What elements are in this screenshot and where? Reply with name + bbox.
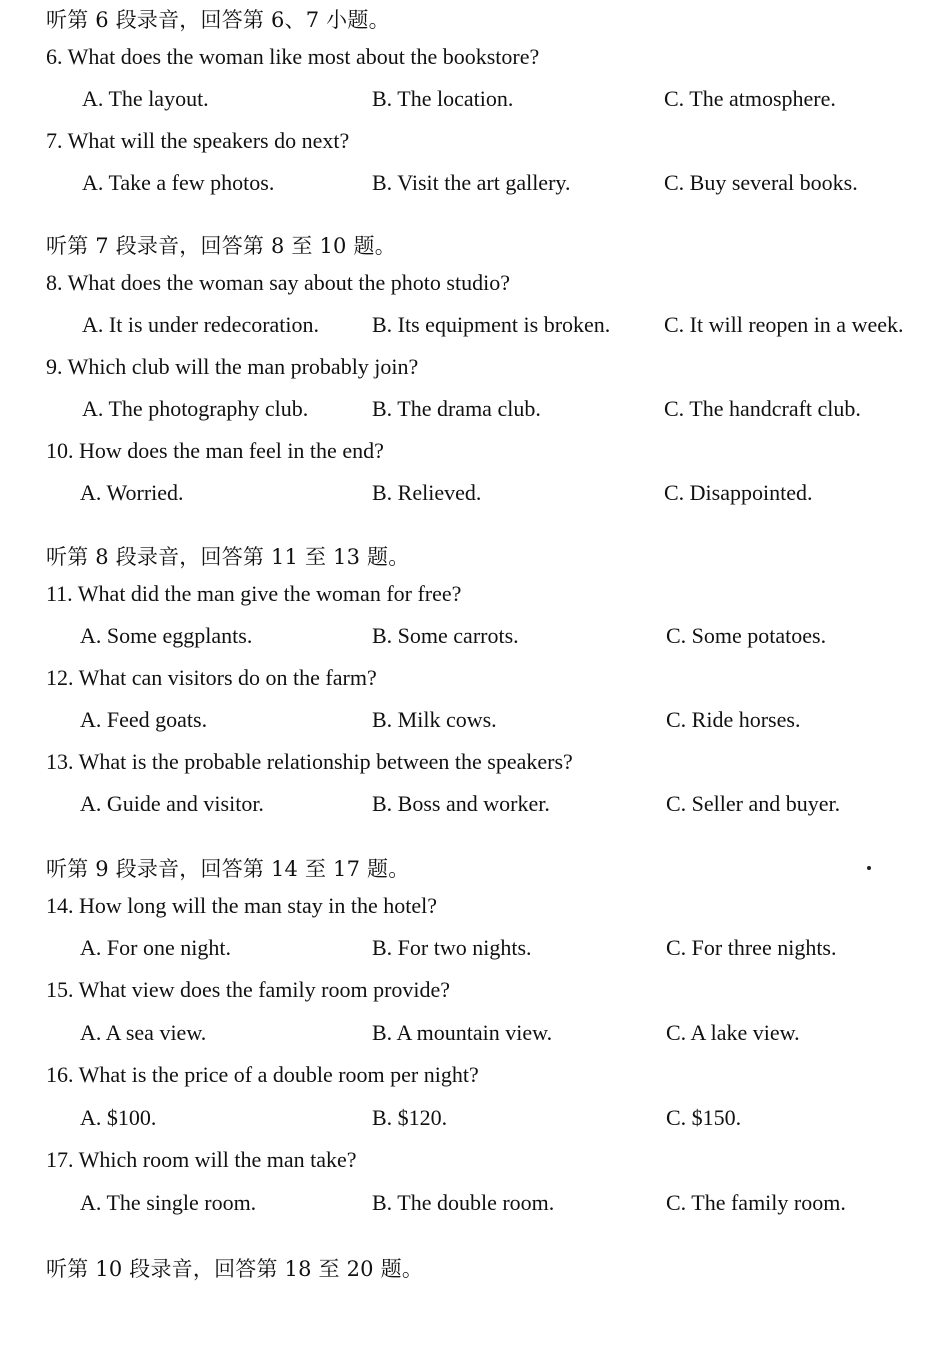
option-7c: C. Buy several books. [664, 170, 858, 195]
speck-mark [867, 866, 871, 870]
option-10b: B. Relieved. [372, 480, 482, 505]
option-7a: A. Take a few photos. [82, 170, 275, 195]
option-12b: B. Milk cows. [372, 707, 497, 732]
option-8a: A. It is under redecoration. [82, 312, 320, 337]
option-11a: A. Some eggplants. [80, 623, 253, 648]
section-header-9: 听第 9 段录音，回答第 14 至 17 题。 [46, 857, 410, 881]
question-17: 17. Which room will the man take? [46, 1147, 357, 1172]
option-17c: C. The family room. [666, 1190, 846, 1215]
option-16a: A. $100. [80, 1105, 157, 1130]
question-15: 15. What view does the family room provide? [46, 977, 451, 1002]
question-7: 7. What will the speakers do next? [46, 128, 350, 153]
question-16: 16. What is the price of a double room per night? [46, 1062, 479, 1087]
option-8b: B. Its equipment is broken. [372, 312, 611, 337]
option-9b: B. The drama club. [372, 396, 541, 421]
section-header-6: 听第 6 段录音，回答第 6、7 小题。 [46, 8, 390, 32]
option-14b: B. For two nights. [372, 935, 532, 960]
option-10c: C. Disappointed. [664, 480, 813, 505]
option-17b: B. The double room. [372, 1190, 555, 1215]
question-10: 10. How does the man feel in the end? [46, 438, 384, 463]
option-11c: C. Some potatoes. [666, 623, 827, 648]
option-8c: C. It will reopen in a week. [664, 312, 904, 337]
section-header-8: 听第 8 段录音，回答第 11 至 13 题。 [46, 545, 410, 569]
option-14a: A. For one night. [80, 935, 231, 960]
option-13b: B. Boss and worker. [372, 791, 550, 816]
section-header-7: 听第 7 段录音，回答第 8 至 10 题。 [46, 234, 396, 258]
question-11: 11. What did the man give the woman for free? [46, 581, 462, 606]
option-7b: B. Visit the art gallery. [372, 170, 571, 195]
option-11b: B. Some carrots. [372, 623, 519, 648]
question-14: 14. How long will the man stay in the hotel? [46, 893, 438, 918]
question-12: 12. What can visitors do on the farm? [46, 665, 377, 690]
section-header-10: 听第 10 段录音，回答第 18 至 20 题。 [46, 1257, 424, 1281]
option-13a: A. Guide and visitor. [80, 791, 264, 816]
option-12a: A. Feed goats. [80, 707, 208, 732]
option-15c: C. A lake view. [666, 1020, 800, 1045]
option-13c: C. Seller and buyer. [666, 791, 841, 816]
option-10a: A. Worried. [80, 480, 184, 505]
option-16c: C. $150. [666, 1105, 742, 1130]
question-8: 8. What does the woman say about the photo studio? [46, 270, 510, 295]
option-9c: C. The handcraft club. [664, 396, 861, 421]
option-6c: C. The atmosphere. [664, 86, 836, 111]
option-16b: B. $120. [372, 1105, 448, 1130]
question-6: 6. What does the woman like most about the bookstore? [46, 44, 540, 69]
option-17a: A. The single room. [80, 1190, 257, 1215]
option-14c: C. For three nights. [666, 935, 837, 960]
option-6b: B. The location. [372, 86, 514, 111]
option-9a: A. The photography club. [82, 396, 309, 421]
question-13: 13. What is the probable relationship between the speakers? [46, 749, 573, 774]
option-15b: B. A mountain view. [372, 1020, 553, 1045]
option-12c: C. Ride horses. [666, 707, 801, 732]
option-6a: A. The layout. [82, 86, 209, 111]
option-15a: A. A sea view. [80, 1020, 207, 1045]
question-9: 9. Which club will the man probably join? [46, 354, 419, 379]
